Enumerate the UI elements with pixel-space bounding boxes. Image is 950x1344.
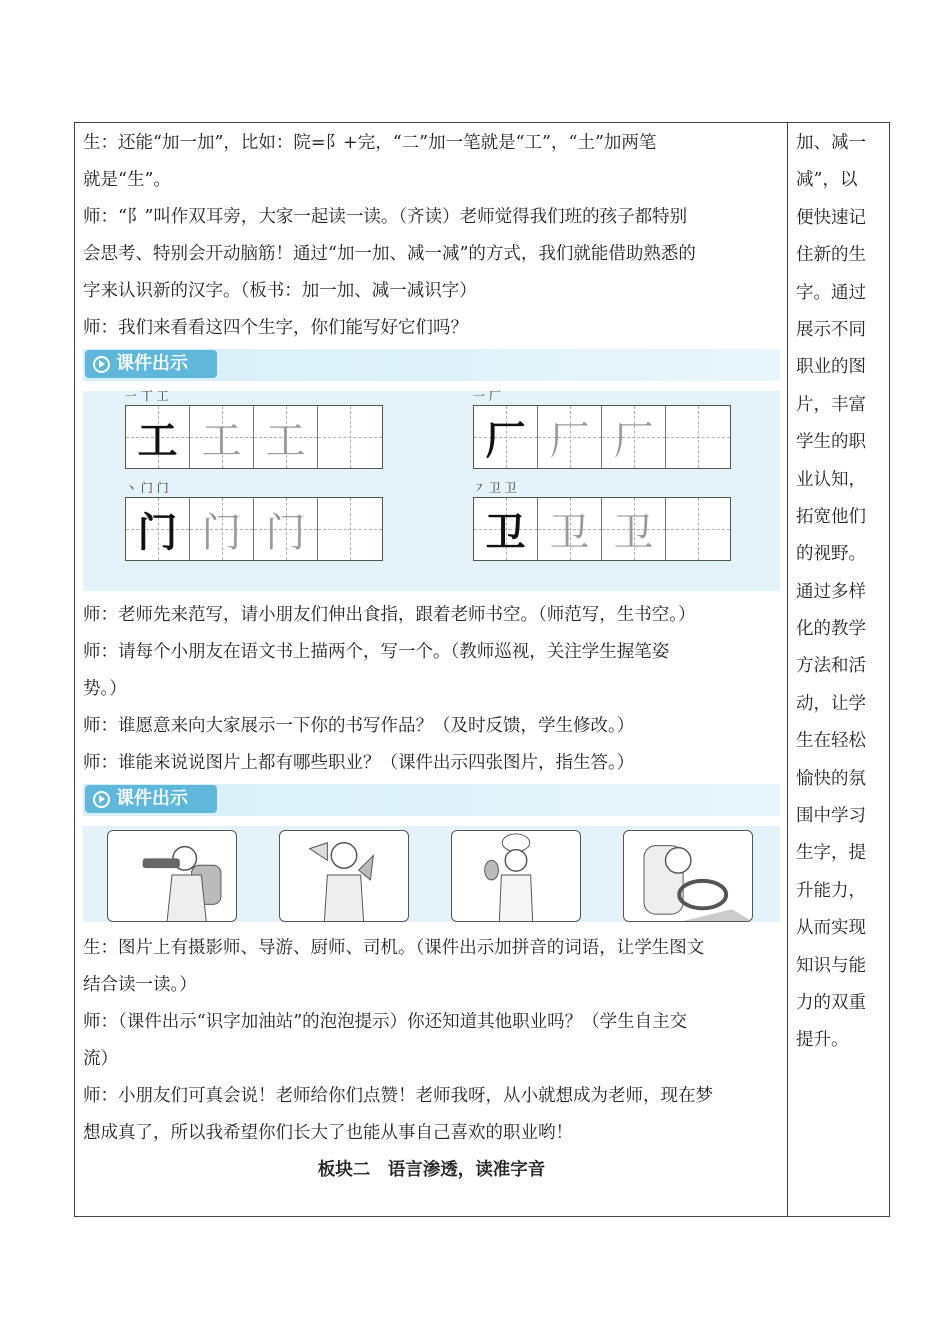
stroke-order: ㇇ 卫 卫	[473, 481, 517, 495]
side-line: 提升。	[796, 1030, 849, 1051]
text-line: 结合读一读。）	[83, 975, 197, 995]
side-line: 便快速记	[796, 207, 866, 228]
text-line: 师：谁愿意来向大家展示一下你的书写作品？（及时反馈，学生修改。）	[83, 716, 635, 736]
grid-cell: 门	[254, 498, 318, 560]
char-grid-chang	[473, 405, 731, 469]
side-line: 化的教学	[796, 619, 866, 640]
side-line: 动，让学	[796, 693, 866, 714]
play-icon	[93, 791, 110, 808]
text-line: 师：谁能来说说图片上都有哪些职业？（课件出示四张图片，指生答。）	[83, 753, 635, 773]
side-notes-column	[796, 125, 882, 1060]
stroke-order: 一 丅 工	[125, 389, 169, 403]
text-line: 师：“阝”叫作双耳旁，大家一起读一读。（齐读）老师觉得我们班的孩子都特别	[83, 207, 688, 227]
side-line: 方法和活	[796, 656, 866, 677]
courseware-banner	[83, 784, 780, 816]
side-line: 职业的图	[796, 357, 866, 378]
main-column	[83, 125, 780, 1189]
grid-cell: 工	[126, 406, 190, 468]
grid-cell: 工	[190, 406, 254, 468]
side-line: 住新的生	[796, 245, 866, 266]
text-line: 师：我们来看看这四个生字，你们能写好它们吗？	[83, 318, 468, 338]
text-line: 就是“生”。	[83, 170, 171, 190]
lesson-table	[74, 122, 890, 1217]
tour-guide-image	[279, 830, 409, 922]
section-title: 板块二 语言渗透，读准字音	[317, 1160, 546, 1180]
writing-grid-panel	[83, 391, 780, 591]
side-line: 学生的职	[796, 432, 866, 453]
text-line: 师：（课件出示“识字加油站”的泡泡提示）你还知道其他职业吗？（学生自主交	[83, 1012, 688, 1032]
char-grid-wei	[473, 497, 731, 561]
photographer-image	[107, 830, 237, 922]
side-line: 展示不同	[796, 319, 866, 340]
side-line: 愉快的氛	[796, 768, 866, 789]
side-line: 从而实现	[796, 918, 866, 939]
grid-cell: 卫	[602, 498, 666, 560]
grid-cell: 厂	[474, 406, 538, 468]
courseware-tag	[85, 350, 217, 378]
courseware-label: 课件出示	[116, 788, 188, 809]
grid-cell: 工	[254, 406, 318, 468]
side-line: 减”，以	[796, 170, 858, 191]
char-grid-men	[125, 497, 383, 561]
side-line: 片，丰富	[796, 394, 866, 415]
side-line: 升能力，	[796, 880, 866, 901]
courseware-label: 课件出示	[116, 353, 188, 374]
side-line: 业认知，	[796, 469, 866, 490]
occupation-pictures-panel	[83, 826, 780, 922]
text-line: 流）	[83, 1049, 118, 1069]
text-line: 生：图片上有摄影师、导游、厨师、司机。（课件出示加拼音的词语，让学生图文	[83, 938, 705, 958]
text-line: 师：老师先来范写，请小朋友们伸出食指，跟着老师书空。（师范写，生书空。）	[83, 605, 696, 625]
side-line: 的视野。	[796, 544, 866, 565]
grid-cell: 门	[190, 498, 254, 560]
grid-cell: 卫	[474, 498, 538, 560]
stroke-order: 一 厂	[473, 389, 501, 403]
side-line: 力的双重	[796, 992, 866, 1013]
play-icon	[93, 356, 110, 373]
side-line: 生字，提	[796, 843, 866, 864]
side-line: 围中学习	[796, 806, 866, 827]
char-grid-gong	[125, 405, 383, 469]
side-line: 生在轻松	[796, 731, 866, 752]
column-divider	[787, 123, 788, 1216]
grid-cell: 卫	[538, 498, 602, 560]
grid-cell: 门	[126, 498, 190, 560]
grid-cell	[318, 498, 382, 560]
text-line: 势。）	[83, 679, 127, 699]
grid-cell: 厂	[538, 406, 602, 468]
text-line: 字来认识新的汉字。（板书：加一加、减一减识字）	[83, 281, 477, 301]
text-line: 会思考、特别会开动脑筋！通过“加一加、减一减”的方式，我们就能借助熟悉的	[83, 244, 696, 264]
text-line: 生：还能“加一加”，比如：院=阝+完，“二”加一笔就是“工”，“土”加两笔	[83, 133, 657, 153]
grid-cell: 厂	[602, 406, 666, 468]
side-line: 加、减一	[796, 133, 866, 153]
text-line: 想成真了，所以我希望你们长大了也能从事自己喜欢的职业哟！	[83, 1123, 573, 1143]
side-line: 字。通过	[796, 282, 866, 303]
driver-image	[623, 830, 753, 922]
grid-cell	[666, 406, 730, 468]
side-line: 通过多样	[796, 581, 866, 602]
grid-cell	[666, 498, 730, 560]
text-line: 师：请每个小朋友在语文书上描两个，写一个。（教师巡视，关注学生握笔姿	[83, 642, 670, 662]
grid-cell	[318, 406, 382, 468]
courseware-banner	[83, 349, 780, 381]
chef-image	[451, 830, 581, 922]
stroke-order: 丶 门 门	[125, 481, 169, 495]
side-line: 拓宽他们	[796, 506, 866, 527]
side-line: 知识与能	[796, 955, 866, 976]
text-line: 师：小朋友们可真会说！老师给你们点赞！老师我呀，从小就想成为老师，现在梦	[83, 1086, 713, 1106]
courseware-tag	[85, 785, 217, 813]
